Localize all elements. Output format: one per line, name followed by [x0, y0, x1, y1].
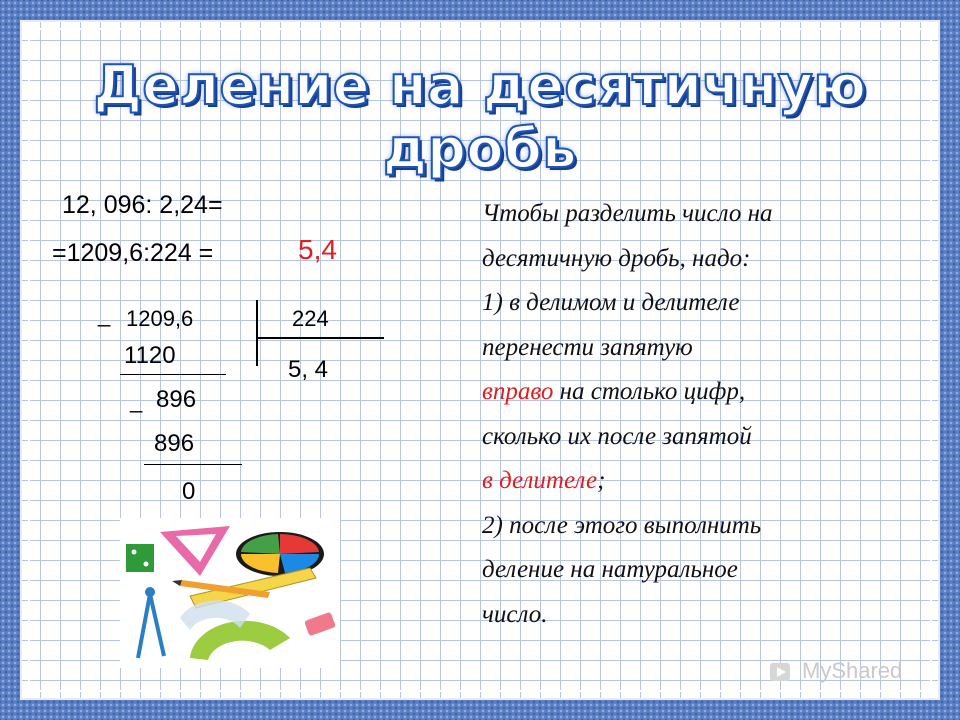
- quotient: 5, 4: [288, 356, 329, 383]
- rule-line-6: сколько их после запятой: [482, 422, 752, 450]
- underline-2: [144, 464, 242, 465]
- rule-line-7: [482, 459, 902, 504]
- rule-line-3: 1) в делимом и делителе: [482, 289, 740, 316]
- subtrahend-2: 896: [154, 430, 195, 457]
- dividend: 1209,6: [126, 306, 194, 331]
- compass-icon: [138, 594, 150, 658]
- watermark-logo-icon: [768, 660, 796, 691]
- rule-text: [482, 192, 902, 637]
- minus-sign-1: _: [98, 302, 111, 327]
- rule-line-1: Чтобы разделить число на: [482, 200, 773, 227]
- division-bracket-horizontal: [258, 337, 384, 339]
- rule-line-7-rest: ;: [597, 467, 606, 494]
- divisor: 224: [292, 306, 329, 331]
- rule-line-5: [482, 370, 902, 415]
- remainder-1: 896: [156, 386, 197, 413]
- watermark-text: MyShared: [802, 658, 903, 683]
- eraser-icon: [304, 612, 336, 637]
- rule-line-9: деление на натуральное: [482, 556, 738, 583]
- rule-line-5-rest: на столько цифр,: [553, 378, 746, 405]
- rule-highlight-right: вправо: [482, 378, 554, 405]
- rule-line-2: десятичную дробь, надо:: [482, 244, 751, 272]
- final-remainder: 0: [182, 478, 196, 505]
- underline-1: [120, 374, 226, 375]
- division-bracket-vertical: [256, 300, 258, 366]
- minus-sign-2: _: [130, 388, 143, 413]
- die-icon: [126, 544, 154, 572]
- equation-line-2: =1209,6:224 =: [52, 239, 214, 267]
- rule-line-8: 2) после этого выполнить: [482, 511, 762, 539]
- school-supplies-illustration: [120, 518, 340, 668]
- equation-line-1: 12, 096: 2,24=: [62, 191, 223, 219]
- rule-line-10: число.: [482, 600, 548, 628]
- rule-line-4: перенести запятую: [482, 333, 693, 361]
- subtrahend-1: 1120: [124, 342, 176, 369]
- rule-highlight-divisor: в делителе: [482, 467, 598, 494]
- slide-title: Деление на десятичную дробь: [93, 54, 867, 180]
- equation-answer: 5,4: [298, 234, 337, 265]
- school-supplies-icon: [120, 518, 340, 668]
